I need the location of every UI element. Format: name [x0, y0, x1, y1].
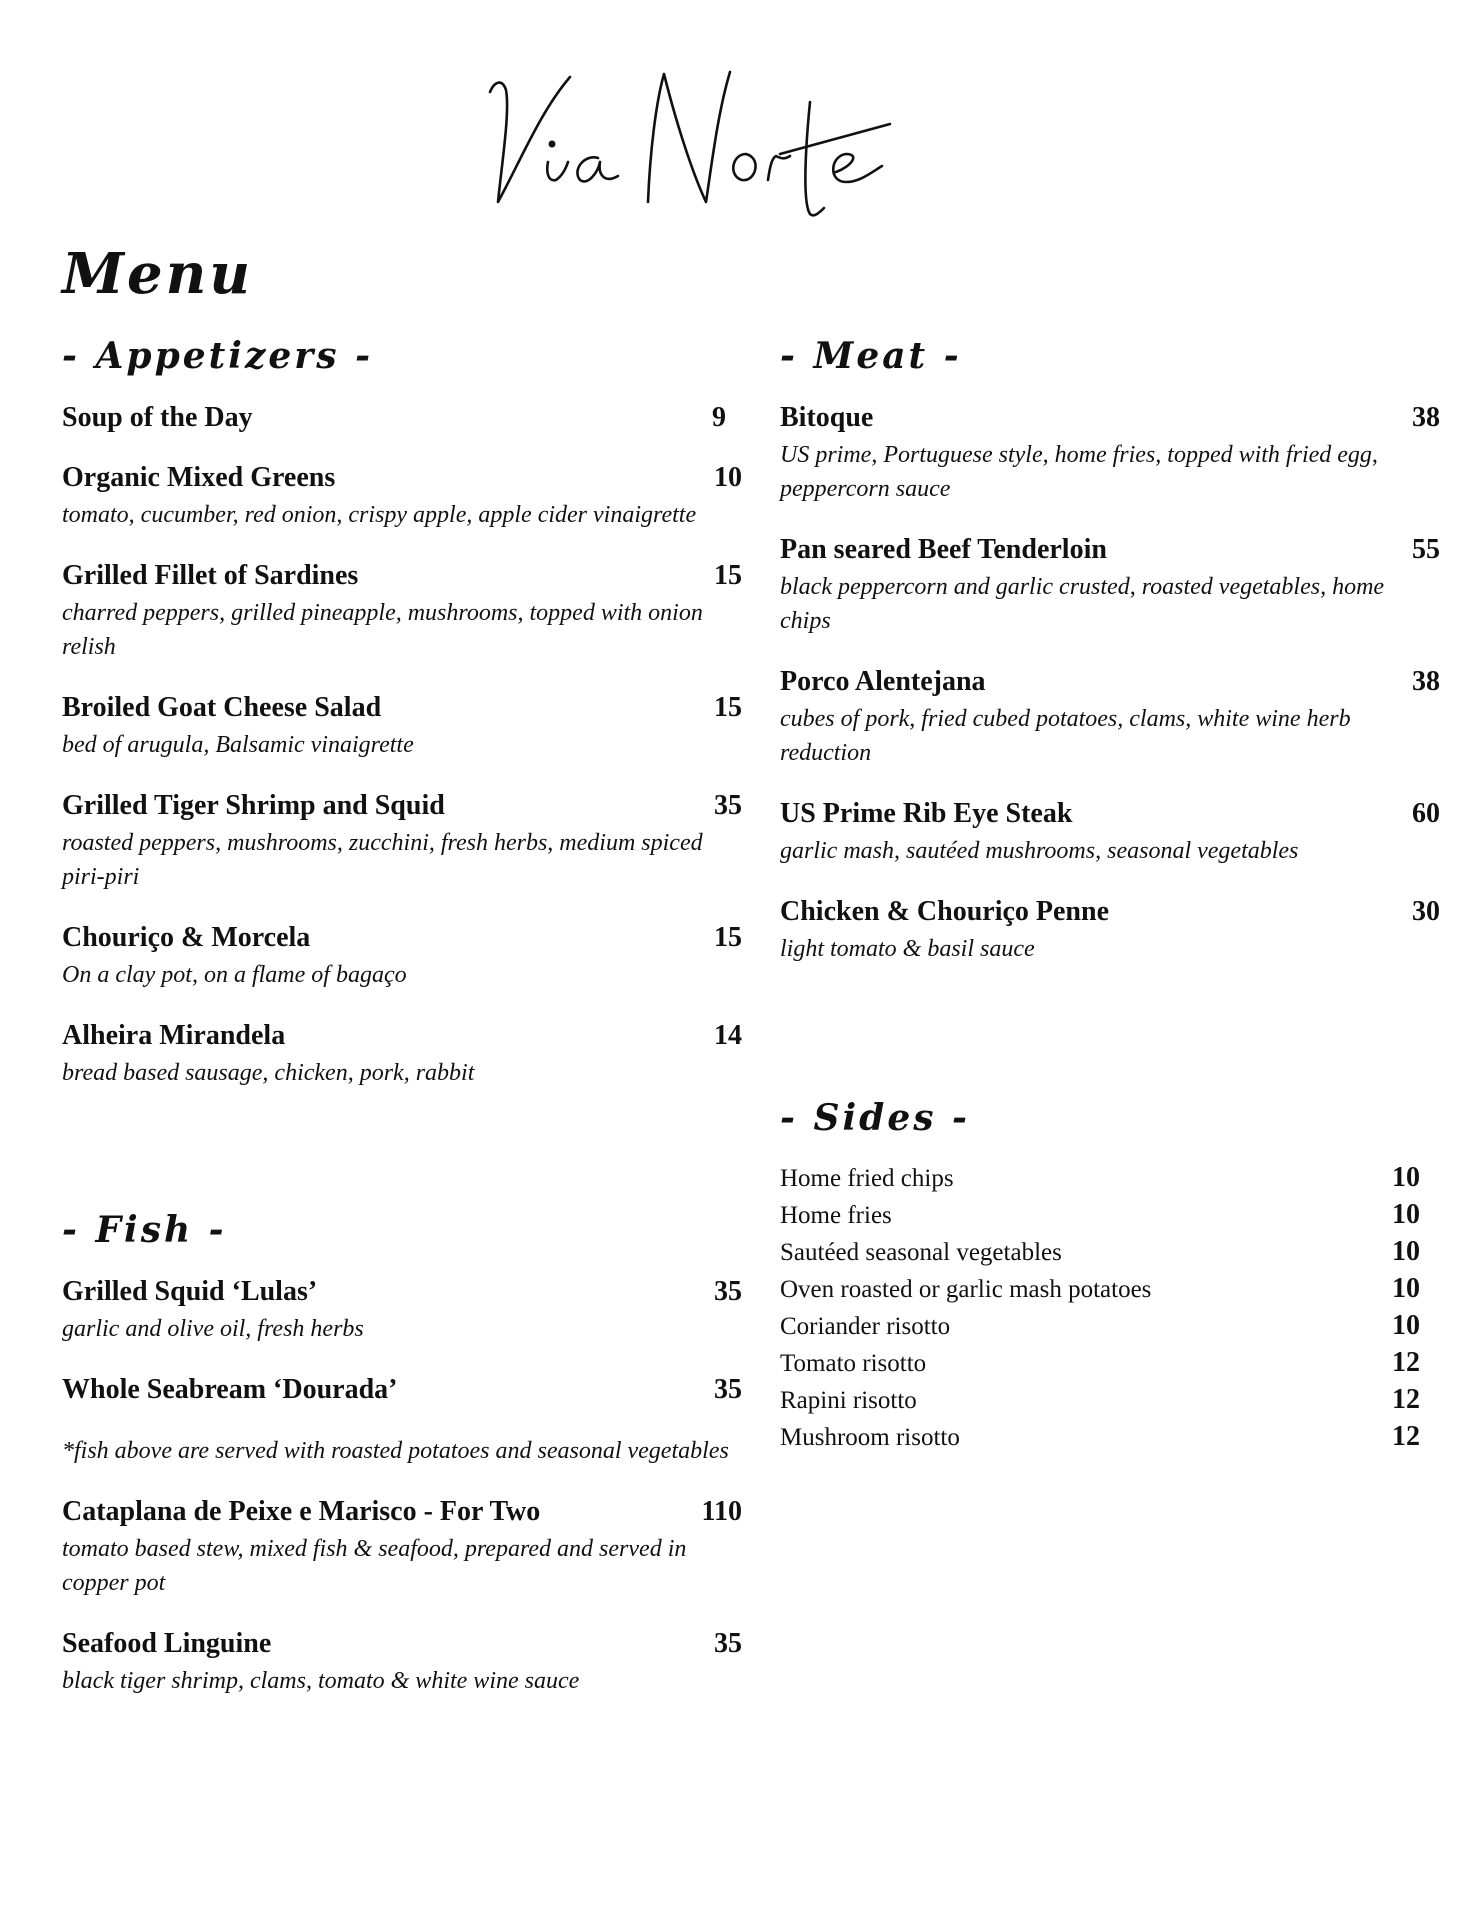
item-name: US Prime Rib Eye Steak: [780, 798, 1073, 829]
item-description: black tiger shrimp, clams, tomato & white wine sauce: [62, 1668, 580, 1694]
item-name: Broiled Goat Cheese Salad: [62, 692, 382, 723]
side-item: [780, 1162, 1420, 1199]
side-name: Home fries: [780, 1202, 892, 1229]
menu-item: [62, 1276, 742, 1346]
item-price: 35: [714, 1374, 742, 1405]
menu-item: [62, 922, 742, 992]
item-description: US prime, Portuguese style, home fries, topped with fried egg, peppercorn sauce: [780, 442, 1378, 502]
item-name: Grilled Tiger Shrimp and Squid: [62, 790, 445, 821]
item-name: Grilled Squid ‘Lulas’: [62, 1276, 318, 1307]
item-name: Chicken & Chouriço Penne: [780, 896, 1109, 927]
sides-section: [780, 1097, 1420, 1458]
item-description: light tomato & basil sauce: [780, 936, 1035, 962]
item-description: bread based sausage, chicken, pork, rabbit: [62, 1060, 475, 1086]
item-price: 35: [714, 1276, 742, 1307]
menu-item: [62, 790, 742, 894]
item-name: Pan seared Beef Tenderloin: [780, 534, 1107, 565]
side-price: 10: [1392, 1310, 1420, 1341]
menu-item: [62, 1020, 742, 1090]
via-norte-logo: [480, 62, 950, 232]
side-name: Mushroom risotto: [780, 1424, 960, 1451]
side-item: [780, 1347, 1420, 1384]
menu-item: [780, 896, 1440, 966]
item-name: Soup of the Day: [62, 402, 253, 433]
item-name: Cataplana de Peixe e Marisco - For Two: [62, 1496, 541, 1527]
side-name: Rapini risotto: [780, 1387, 917, 1414]
side-name: Oven roasted or garlic mash potatoes: [780, 1276, 1152, 1303]
item-description: roasted peppers, mushrooms, zucchini, fresh herbs, medium spiced piri-piri: [62, 830, 703, 890]
item-name: Porco Alentejana: [780, 666, 986, 697]
item-name: Chouriço & Morcela: [62, 922, 311, 953]
side-item: [780, 1384, 1420, 1421]
menu-item: [62, 560, 742, 664]
item-price: 15: [714, 692, 742, 723]
item-price: 15: [714, 922, 742, 953]
item-description: garlic and olive oil, fresh herbs: [62, 1316, 364, 1342]
item-price: 35: [714, 1628, 742, 1659]
side-price: 10: [1392, 1199, 1420, 1230]
item-price: 30: [1412, 896, 1440, 927]
side-price: 10: [1392, 1162, 1420, 1193]
item-price: 35: [714, 790, 742, 821]
item-description: garlic mash, sautéed mushrooms, seasonal vegetables: [780, 838, 1299, 864]
item-price: 60: [1412, 798, 1440, 829]
item-name: Grilled Fillet of Sardines: [62, 560, 359, 591]
menu-item: [62, 1628, 742, 1698]
item-name: Bitoque: [780, 402, 874, 433]
side-name: Tomato risotto: [780, 1350, 927, 1377]
menu-item: [780, 402, 1440, 506]
item-name: Seafood Linguine: [62, 1628, 272, 1659]
item-price: 55: [1412, 534, 1440, 565]
item-name: Whole Seabream ‘Dourada’: [62, 1374, 398, 1405]
menu-item: [62, 402, 742, 434]
item-description: On a clay pot, on a flame of bagaço: [62, 962, 407, 988]
menu-item: [780, 534, 1440, 638]
appetizers-title: - Appetizers -: [62, 335, 374, 377]
item-description: cubes of pork, fried cubed potatoes, clams, white wine herb reduction: [780, 706, 1351, 766]
menu-item: [62, 692, 742, 762]
menu-item: [780, 798, 1440, 868]
item-price: 15: [714, 560, 742, 591]
side-price: 10: [1392, 1273, 1420, 1304]
side-item: [780, 1421, 1420, 1458]
item-price: 38: [1412, 402, 1440, 433]
side-name: Sautéed seasonal vegetables: [780, 1239, 1062, 1266]
side-price: 12: [1392, 1384, 1420, 1415]
item-price: 10: [714, 462, 742, 493]
item-price: 9: [712, 402, 726, 433]
sides-title: - Sides -: [780, 1097, 970, 1139]
fish-section: [62, 1209, 742, 1726]
appetizers-section: [62, 335, 742, 1118]
side-item: [780, 1310, 1420, 1347]
side-name: Home fried chips: [780, 1165, 954, 1192]
fish-note: *fish above are served with roasted potatoes and seasonal vegetables: [62, 1438, 729, 1464]
side-item: [780, 1273, 1420, 1310]
item-name: Organic Mixed Greens: [62, 462, 336, 493]
item-description: charred peppers, grilled pineapple, mushrooms, topped with onion relish: [62, 600, 703, 660]
item-description: bed of arugula, Balsamic vinaigrette: [62, 732, 414, 758]
fish-title: - Fish -: [62, 1209, 227, 1251]
menu-item: [62, 462, 742, 532]
item-price: 38: [1412, 666, 1440, 697]
side-price: 12: [1392, 1347, 1420, 1378]
item-description: tomato, cucumber, red onion, crispy apple, apple cider vinaigrette: [62, 502, 697, 528]
side-price: 12: [1392, 1421, 1420, 1452]
meat-section: [780, 335, 1440, 994]
menu-item: [62, 1374, 742, 1406]
side-item: [780, 1236, 1420, 1273]
item-description: tomato based stew, mixed fish & seafood, prepared and served in copper pot: [62, 1536, 687, 1596]
item-name: Alheira Mirandela: [62, 1020, 286, 1051]
menu-title: Menu: [62, 241, 254, 307]
meat-title: - Meat -: [780, 335, 962, 377]
menu-item: [780, 666, 1440, 770]
item-price: 110: [701, 1496, 742, 1527]
menu-item: [62, 1496, 742, 1600]
item-price: 14: [714, 1020, 742, 1051]
side-price: 10: [1392, 1236, 1420, 1267]
sides-list: [780, 1162, 1420, 1458]
item-description: black peppercorn and garlic crusted, roasted vegetables, home chips: [780, 574, 1385, 634]
side-item: [780, 1199, 1420, 1236]
side-name: Coriander risotto: [780, 1313, 951, 1340]
